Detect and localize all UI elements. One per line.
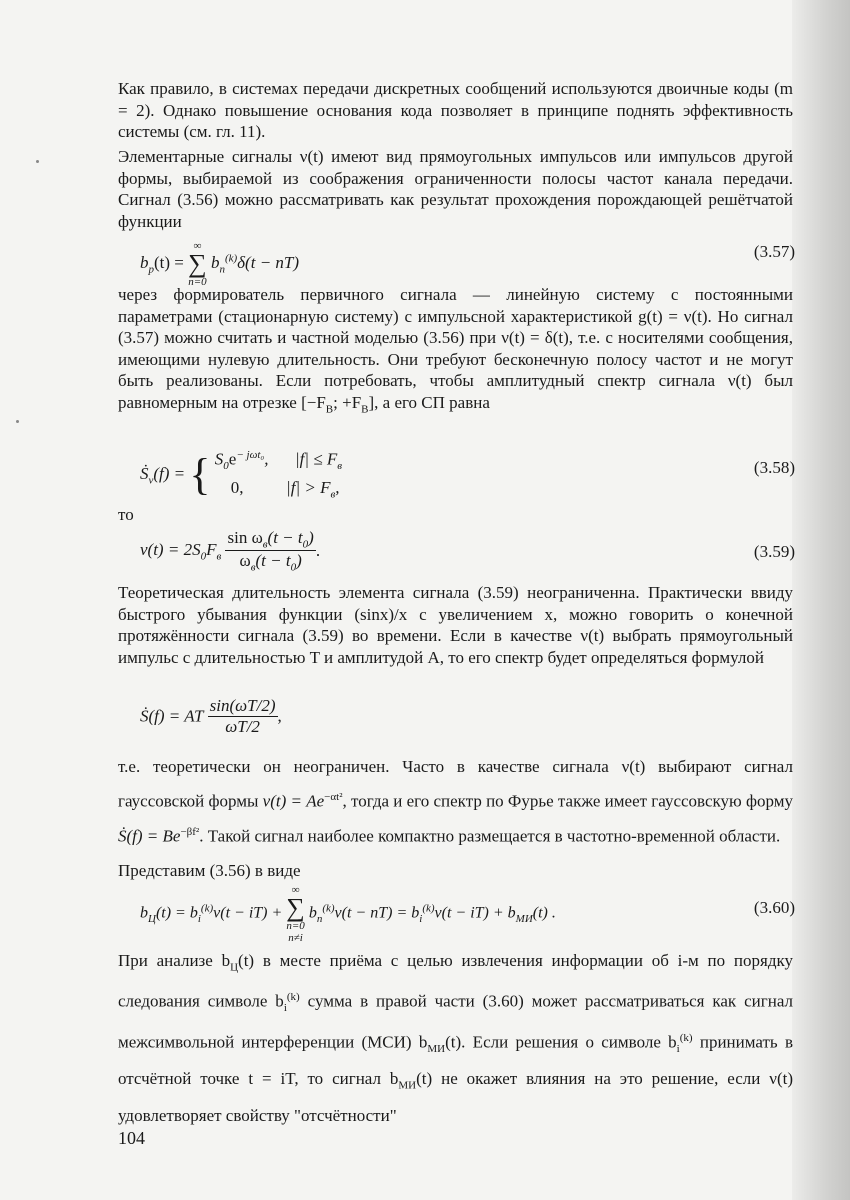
eq-text: ν(t − iT) + xyxy=(213,904,283,922)
eq-superscript: − jωt₀ xyxy=(236,449,265,461)
eq-text: (f) = xyxy=(153,463,186,483)
sum-lower-limit: n=0 xyxy=(188,276,207,288)
inline-formula: ν(t) = Ae xyxy=(262,791,325,811)
fraction-numerator xyxy=(225,528,315,551)
eq-subscript: i xyxy=(197,912,201,925)
sum-operator: ∞ ∑ n=0 xyxy=(188,240,207,288)
paragraph-text: Как правило, в системах передачи дискретных сообщений используются двоичные коды (m = 2). Однако повышение основания кода позволяет в принципе поднять эффективность системы (см. гл. 11). xyxy=(118,79,793,141)
eq-superscript: (k) xyxy=(322,902,335,915)
paragraph-analysis xyxy=(118,946,793,1131)
paragraph-text: , тогда и его спектр по Фурье также имеет гауссовскую форму xyxy=(342,791,794,811)
fraction-numerator: sin(ωT/2) xyxy=(209,696,276,715)
eq-text: (t − t xyxy=(255,551,291,571)
paragraph-elementary-signals xyxy=(118,146,793,232)
fraction-denominator: ωT/2 xyxy=(225,717,260,736)
eq-subscript: i xyxy=(283,1002,287,1015)
equation-rect-spectrum: Ṡ(f) = AT $\frac{\sin(\omega T/2)}{\omega T/2}$ , xyxy=(140,696,282,736)
eq-subscript: р xyxy=(148,263,154,276)
paragraph-text: через формирователь первичного сигнала — линейную систему с постоянными параметрами (стационарную систему) с импульсной характеристикой g(t) = ν(t). Но сигнал (3.57) можно считать и частной моделью (3.56) при ν(t) = δ(t), т.е. с носителями сообщения, имеющими нулевую длительность. Они требуют бесконечную полосу частот и не могут быть реализованы. Если потребовать, чтобы амплитудный спектр сигнала ν(t) был равномерным на отрезке [−F xyxy=(118,285,793,412)
eq-subscript: i xyxy=(419,912,423,925)
eq-subscript: МИ xyxy=(398,1079,417,1092)
equation-3-60 xyxy=(140,880,795,944)
sum-lower-limit: n=0 xyxy=(286,920,305,932)
paragraph-text: ], а его СП равна xyxy=(368,392,490,412)
paragraph-represent xyxy=(118,860,793,882)
eq-superscript: (k) xyxy=(200,902,214,915)
paragraph-text: то xyxy=(118,505,134,524)
eq-subscript: в xyxy=(330,488,336,501)
eq-symbol: b xyxy=(140,252,149,272)
eq-subscript: 0 xyxy=(223,460,229,473)
eq-subscript: в xyxy=(216,550,222,563)
eq-superscript: (k) xyxy=(286,991,300,1004)
sum-lower-limit: n≠i xyxy=(288,932,303,944)
paragraph-text: Элементарные сигналы ν(t) имеют вид прямоугольных импульсов или импульсов другой формы, выбираемой из соображения ограниченности полосы частот канала передачи. Сигнал (3.56) можно рассматривать как результат прохождения порождающей решётчатой функции xyxy=(118,147,793,231)
paragraph-text: т.е. теоретически он неограничен. Часто в качестве сигнала ν(t) выбирают сигнал гауссовской формы xyxy=(118,757,793,811)
equation-3-57 xyxy=(140,234,795,288)
equation-3-58: Ṡ$_\nu$(f) = { $S_0e^{- j\omega t_0}$, $|f| \le F_в$ 0, $|f| > F_в$, (3.58) xyxy=(140,449,795,501)
eq-text: δ(t − nT) xyxy=(237,252,300,272)
eq-symbol: Ṡ xyxy=(140,463,149,483)
paragraph-text: ; +F xyxy=(333,392,362,412)
eq-subscript: МИ xyxy=(515,912,533,925)
eq-text: sin ω xyxy=(227,528,263,547)
eq-superscript: −αt² xyxy=(324,791,343,803)
eq-subscript: n xyxy=(219,263,225,276)
eq-subscript: МИ xyxy=(427,1043,446,1056)
eq-text: (t) = xyxy=(154,252,189,272)
sum-upper-limit: ∞ xyxy=(193,240,202,252)
eq-subscript: Ц xyxy=(230,961,239,974)
eq-symbol: b xyxy=(210,252,220,272)
fraction-denominator xyxy=(225,551,315,573)
eq-subscript: n xyxy=(316,912,323,925)
page-number: 104 xyxy=(118,1128,145,1148)
eq-subscript: 0 xyxy=(290,561,297,574)
eq-symbol: b xyxy=(308,904,317,922)
paragraph-text: Теоретическая длительность элемента сигнала (3.59) неограниченна. Практически ввиду быстрого убывания функции (sinx)/x с увеличением x, можно говорить о конечной протяжённости сигнала (3.59) во времени. Если в качестве ν(t) выбрать прямоугольный импульс с длительностью T и амплитудой A, то его спектр будет определяться формулой xyxy=(118,583,793,667)
eq-subscript: 0 xyxy=(302,538,309,551)
paragraph-text: При анализе b xyxy=(118,951,231,970)
eq-symbol: Ṡ(f) = AT xyxy=(140,706,204,726)
eq-symbol: F xyxy=(206,539,217,559)
eq-subscript: в xyxy=(337,460,343,473)
eq-text: (t − t xyxy=(267,528,303,547)
eq-subscript: Ц xyxy=(148,912,156,925)
paragraph-intro xyxy=(118,78,793,143)
eq-symbol: b xyxy=(140,904,148,922)
eq-text: ν(t − nT) = b xyxy=(334,904,420,922)
eq-subscript: ν xyxy=(148,473,154,486)
eq-condition: |f| > F xyxy=(286,478,331,498)
paragraph-former xyxy=(118,284,793,420)
page-edge-shadow xyxy=(792,0,850,1200)
sum-upper-limit: ∞ xyxy=(291,884,300,896)
sum-operator: ∞ ∑ n=0 n≠i xyxy=(286,884,305,944)
paragraph-gaussian xyxy=(118,752,793,851)
scan-speck xyxy=(36,160,39,163)
equation-number: (3.57) xyxy=(753,242,795,261)
eq-symbol: ν(t) = 2S xyxy=(140,539,201,559)
paragraph-text: . Такой сигнал наиболее компактно размещается в частотно-временной области. xyxy=(199,826,781,846)
equation-number: (3.58) xyxy=(753,458,795,477)
paragraph-text: (t) в месте приёма с целью извлечения информации об i-м по порядку следования символе b xyxy=(118,951,793,1012)
scan-speck xyxy=(16,420,19,423)
eq-subscript: в xyxy=(262,538,268,551)
eq-text: ) xyxy=(308,528,314,547)
equation-3-59: $\nu(t) = 2S_0F_в$ $\frac{\sin \omega_в(t - t_0)}{\omega_в(t - t_0)}$ . (3.59) xyxy=(140,528,795,574)
eq-subscript: В xyxy=(361,402,369,415)
eq-subscript: i xyxy=(676,1043,680,1056)
eq-superscript: (k) xyxy=(679,1032,693,1045)
equation-number: (3.60) xyxy=(753,898,795,917)
equation-number: (3.59) xyxy=(753,542,795,561)
paragraph-text: (t) не окажет влияния на это решение, если ν(t) удовлетворяет свойству "отсчётности" xyxy=(118,1069,794,1125)
word-to xyxy=(118,504,793,526)
eq-text: (t) . xyxy=(532,904,556,922)
eq-text: 0, xyxy=(230,478,244,498)
inline-formula: Ṡ(f) = Be xyxy=(118,826,181,846)
fraction xyxy=(208,696,278,737)
eq-text: (t) = b xyxy=(155,904,198,922)
eq-subscript: В xyxy=(325,402,334,415)
paragraph-text: (t). Если решения о символе b xyxy=(445,1033,677,1053)
eq-superscript: (k) xyxy=(224,252,238,265)
paragraph-text: Представим (3.56) в виде xyxy=(118,861,301,880)
paragraph-text: принимать в отсчётной точке t = iT, то сигнал b xyxy=(118,1033,793,1089)
eq-superscript: −βf² xyxy=(180,825,200,838)
eq-text: ν(t − iT) + b xyxy=(434,904,516,922)
eq-subscript: 0 xyxy=(200,550,207,563)
eq-text: e xyxy=(228,449,237,469)
eq-subscript: в xyxy=(250,561,256,574)
eq-text: ω xyxy=(239,551,251,571)
eq-symbol: S xyxy=(214,449,224,469)
eq-text: ) xyxy=(296,551,302,571)
eq-superscript: (k) xyxy=(422,902,435,915)
eq-condition: |f| ≤ F xyxy=(294,449,338,469)
paragraph-theoretical-duration xyxy=(118,582,793,668)
fraction xyxy=(225,528,315,574)
paragraph-text: сумма в правой части (3.60) может рассматриваться как сигнал межсимвольной интерференции (МСИ) b xyxy=(118,992,793,1053)
